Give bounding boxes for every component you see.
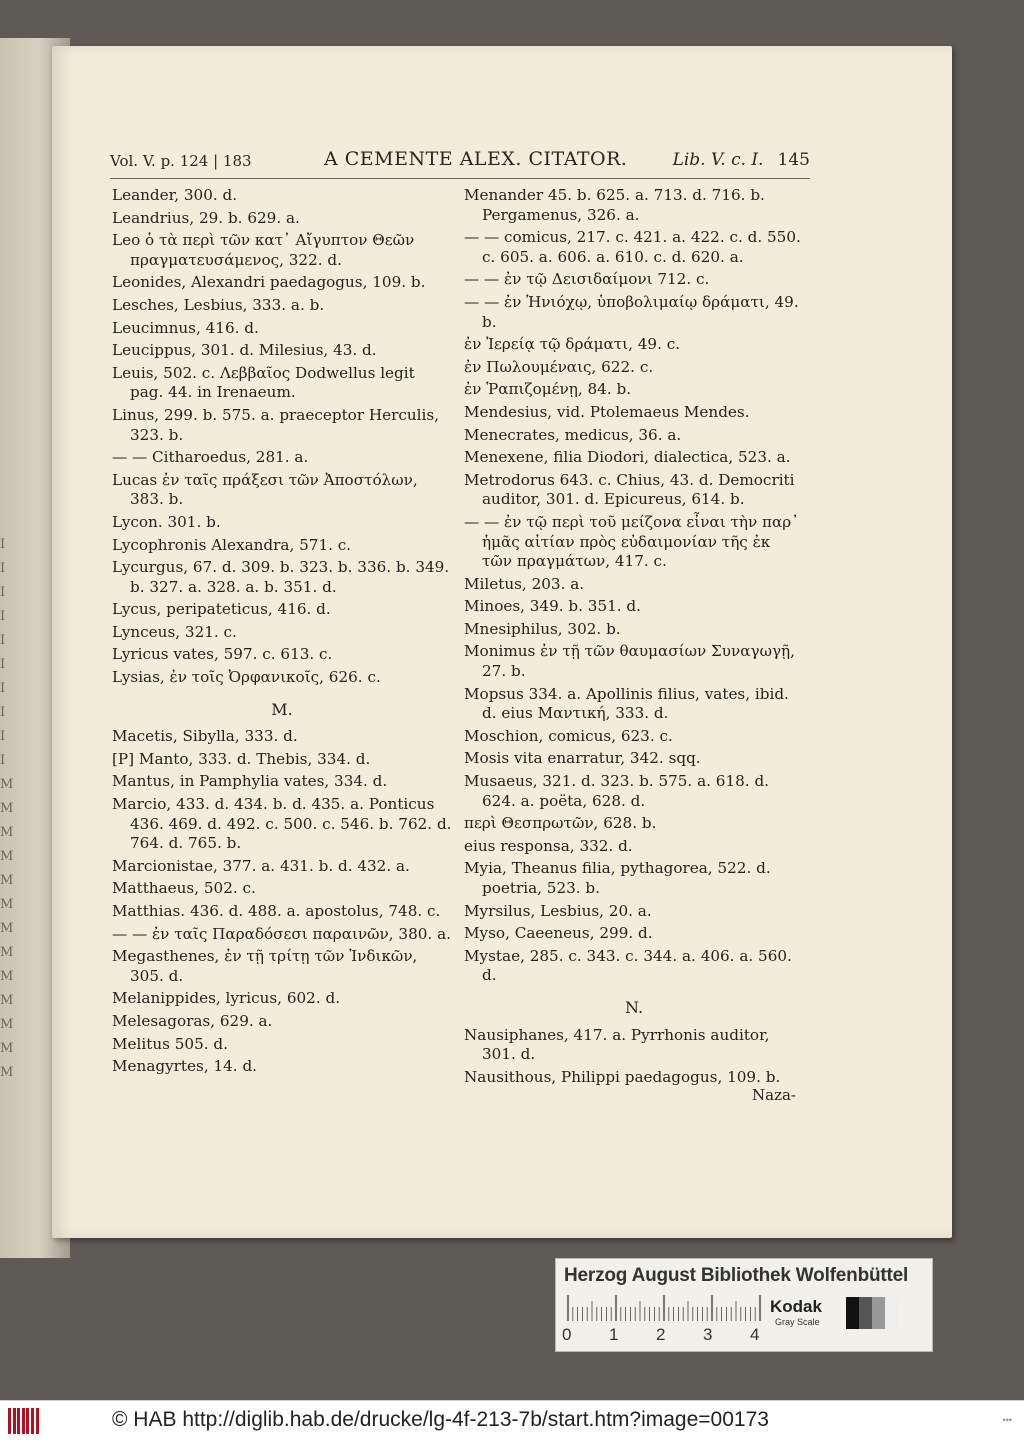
gray-swatch [846, 1297, 898, 1329]
header-lib-ref: Lib. V. c. I. [672, 150, 764, 170]
previous-page-mark: M [0, 897, 14, 912]
index-entry: Lyricus vates, 597. c. 613. c. [112, 645, 333, 664]
index-entry: Musaeus, 321. d. 323. b. 575. a. 618. d. 624. a. poëta, 628. d. [464, 772, 769, 810]
index-entry: Matthaeus, 502. c. [112, 879, 256, 898]
index-entry: eius responsa, 332. d. [464, 836, 633, 855]
index-entry: Mnesiphilus, 302. b. [464, 619, 621, 638]
gray-scale-label: Gray Scale [775, 1317, 820, 1327]
previous-page-mark: I [0, 633, 6, 648]
library-name: Herzog August Bibliothek Wolfenbüttel [564, 1265, 909, 1286]
index-entry: Leucimnus, 416. d. [112, 318, 259, 337]
ruler-number: 1 [609, 1325, 619, 1344]
index-entry: — — ἐν Ἡνιόχῳ, ὑποβολιμαίῳ δράματι, 49. b. [464, 292, 799, 331]
right-entries-m [464, 186, 804, 986]
index-entry: Megasthenes, ἐν τῇ τρίτῃ τῶν Ἰνδικῶν, 305. d. [112, 947, 418, 985]
previous-page-mark: M [0, 1041, 14, 1056]
previous-page-mark: I [0, 681, 6, 696]
previous-page-mark: I [0, 561, 6, 576]
previous-page-mark: M [0, 921, 14, 936]
index-entry: — — ἐν τῷ Δεισιδαίμονι 712. c. [464, 270, 710, 289]
previous-page-mark: M [0, 801, 14, 816]
index-entry: ἐν Ῥαπιζομένῃ, 84. b. [464, 380, 632, 399]
previous-page-marks [0, 538, 14, 1090]
index-entry: Leandrius, 29. b. 629. a. [112, 208, 300, 227]
ruler-number: 2 [656, 1325, 666, 1344]
index-entry: Lucas ἐν ταῖς πράξεσι τῶν Ἀποστόλων, 383. b. [112, 470, 418, 509]
ruler-number: 4 [750, 1325, 760, 1344]
previous-page-mark: M [0, 1065, 14, 1080]
catchword: Naza- [752, 1086, 796, 1104]
index-entry: ἐν Ἱερείᾳ τῷ δράματι, 49. c. [464, 335, 681, 354]
previous-page-mark: M [0, 945, 14, 960]
previous-page-mark: M [0, 1017, 14, 1032]
header-volume-ref: Vol. V. p. 124 | 183 [110, 152, 252, 170]
index-entry: Myia, Theanus filia, pythagorea, 522. d. poetria, 523. b. [464, 859, 771, 897]
section-heading-m: M. [271, 699, 293, 719]
index-entry: Melanippides, lyricus, 602. d. [112, 989, 341, 1008]
index-entry: Miletus, 203. a. [464, 574, 585, 593]
index-entry: Mosis vita enarratur, 342. sqq. [464, 749, 701, 768]
previous-page-mark: I [0, 729, 6, 744]
index-entry: Matthias. 436. d. 488. a. apostolus, 748. c. [112, 902, 441, 920]
previous-page-mark: I [0, 705, 6, 720]
library-color-card [555, 1258, 933, 1352]
index-entry: Melitus 505. d. [112, 1034, 228, 1053]
index-entry: Lycus, peripateticus, 416. d. [112, 600, 331, 619]
index-entry: Menagyrtes, 14. d. [112, 1057, 258, 1076]
index-entry: Marcio, 433. d. 434. b. d. 435. a. Ponticus 436. 469. d. 492. c. 500. c. 546. b. 762. d. 764. d. 765. b. [112, 795, 452, 853]
index-entry: Myrsilus, Lesbius, 20. a. [464, 901, 652, 920]
index-entry: Monimus ἐν τῇ τῶν θαυμασίων Συναγωγῇ, 27. b. [464, 642, 795, 681]
index-entry: Nausithous, Philippi paedagogus, 109. b. [464, 1067, 781, 1086]
index-entry: Marcionistae, 377. a. 431. b. d. 432. a. [112, 856, 410, 875]
index-entry: Leucippus, 301. d. Milesius, 43. d. [112, 341, 377, 360]
index-entry: Linus, 299. b. 575. a. praeceptor Herculis, 323. b. [112, 405, 440, 444]
previous-page-mark: I [0, 657, 6, 672]
index-entry: Macetis, Sibylla, 333. d. [112, 727, 298, 746]
page-number: 145 [777, 150, 810, 170]
header-rule [110, 178, 810, 179]
index-entry: Mantus, in Pamphylia vates, 334. d. [112, 772, 388, 791]
left-column [112, 186, 452, 1077]
running-header [110, 148, 810, 176]
header-title: A CEMENTE ALEX. CITATOR. [324, 148, 628, 170]
index-entry: Mopsus 334. a. Apollinis filius, vates, ibid. d. eius Μαντική, 333. d. [464, 684, 789, 723]
previous-page-mark: M [0, 777, 14, 792]
index-entry: Mystae, 285. c. 343. c. 344. a. 406. a. 560. d. [464, 946, 792, 985]
hab-logo-icon [8, 1408, 44, 1434]
ruler-number: 3 [703, 1325, 713, 1344]
left-entries-m [112, 727, 452, 1077]
index-entry: Menecrates, medicus, 36. a. [464, 425, 682, 444]
index-entry: Moschion, comicus, 623. c. [464, 726, 673, 745]
kodak-logo: Kodak [770, 1297, 822, 1316]
source-url-link[interactable]: © HAB http://diglib.hab.de/drucke/lg-4f-213-7b/start.htm?image=00173 [112, 1408, 769, 1431]
index-entry: Lynceus, 321. c. [112, 622, 237, 641]
more-icon[interactable]: ••• [1002, 1415, 1012, 1425]
index-entry: Menander 45. b. 625. a. 713. d. 716. b. Pergamenus, 326. a. [464, 186, 765, 224]
index-entry: Leuis, 502. c. Λεββαῖος Dodwellus legit pag. 44. in Irenaeum. [112, 363, 415, 402]
ruler-scale [566, 1295, 762, 1321]
index-entry: περὶ Θεσπρωτῶν, 628. b. [464, 814, 657, 833]
index-entry: Myso, Caeeneus, 299. d. [464, 924, 653, 943]
index-entry: Mendesius, vid. Ptolemaeus Mendes. [464, 402, 750, 421]
index-entry: Leo ὁ τὰ περὶ τῶν κατ᾽ Αἴγυπτον Θεῶν πραγματευσάμενος, 322. d. [112, 231, 415, 269]
previous-page-mark: I [0, 537, 6, 552]
index-entry: [P] Manto, 333. d. Thebis, 334. d. [112, 749, 371, 768]
section-heading-n: N. [624, 997, 644, 1017]
index-entry: Lycurgus, 67. d. 309. b. 323. b. 336. b. 349. b. 327. a. 328. a. b. 351. d. [112, 558, 450, 596]
previous-page-mark: M [0, 993, 14, 1008]
previous-page-mark: M [0, 849, 14, 864]
index-entry: Melesagoras, 629. a. [112, 1011, 273, 1030]
previous-page-mark: I [0, 585, 6, 600]
index-entry: — — Citharoedus, 281. a. [112, 448, 309, 467]
index-entry: Lesches, Lesbius, 333. a. b. [112, 295, 325, 314]
previous-page-mark: M [0, 969, 14, 984]
index-entry: Nausiphanes, 417. a. Pyrrhonis auditor, 301. d. [464, 1025, 770, 1064]
index-entry: Lycophronis Alexandra, 571. c. [112, 535, 352, 554]
index-entry: — — comicus, 217. c. 421. a. 422. c. d. 550. c. 605. a. 606. a. 610. c. d. 620. a. [464, 228, 801, 266]
index-entry: Lysias, ἐν τοῖς Ὀρφανικοῖς, 626. c. [112, 668, 381, 687]
index-entry: Metrodorus 643. c. Chius, 43. d. Democriti auditor, 301. d. Epicureus, 614. b. [464, 470, 795, 509]
viewer-footer [0, 1400, 1024, 1440]
index-entry: Leander, 300. d. [112, 186, 238, 204]
left-entries-l [112, 186, 452, 688]
ruler-number: 0 [562, 1325, 572, 1344]
index-entry: ἐν Πωλουμέναις, 622. c. [464, 357, 654, 376]
previous-page-mark: I [0, 609, 6, 624]
right-entries-n [464, 1026, 804, 1088]
previous-page-mark: M [0, 825, 14, 840]
header-book-ref [673, 150, 810, 170]
index-entry: — — ἐν ταῖς Παραδόσεσι παραινῶν, 380. a. [112, 924, 451, 943]
right-column [464, 186, 804, 1087]
index-entry: Lycon. 301. b. [112, 512, 221, 531]
previous-page-mark: M [0, 873, 14, 888]
previous-page-mark: I [0, 753, 6, 768]
index-entry: Menexene, filia Diodori, dialectica, 523. a. [464, 448, 791, 467]
index-entry: Leonides, Alexandri paedagogus, 109. b. [112, 273, 426, 292]
index-entry: — — ἐν τῷ περὶ τοῦ μείζονα εἶναι τὴν παρ᾽ ἡμᾶς αἰτίαν πρὸς εὐδαιμονίαν τῆς ἐκ τῶν πραγμάτων, 417. c. [464, 512, 799, 571]
index-entry: Minoes, 349. b. 351. d. [464, 597, 641, 616]
